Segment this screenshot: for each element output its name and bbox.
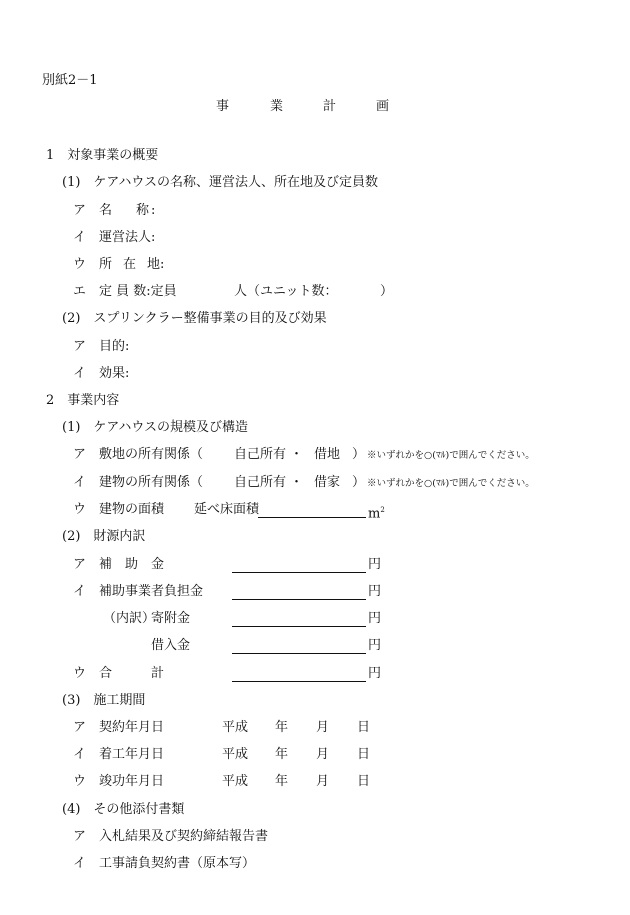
day-label: 日 <box>357 774 371 789</box>
title-char-2: 業 <box>270 99 284 114</box>
donation-blank <box>232 626 366 627</box>
item-mark: ア <box>73 720 87 735</box>
land-ownership-label: 敷地の所有関係（ <box>99 447 204 462</box>
construction-contract-label: 工事請負契約書（原本写） <box>99 856 256 871</box>
area-unit: $m^2$ <box>368 506 385 522</box>
subsidy-char-3: 金 <box>151 557 165 572</box>
donation-label: 寄附金 <box>151 611 191 626</box>
section-2-heading: 2 事業内容 <box>46 393 120 408</box>
land-option-dot: ・ <box>290 447 304 462</box>
subsidy-blank <box>232 572 366 573</box>
month-label: 月 <box>316 720 330 735</box>
loan-label: 借入金 <box>151 638 191 653</box>
day-label: 日 <box>357 720 371 735</box>
era-label: 平成 <box>222 747 249 762</box>
yen-unit: 円 <box>368 638 382 653</box>
section-1-2-label: (2) スプリンクラー整備事業の目的及び効果 <box>62 311 327 326</box>
purpose-label: 目的: <box>99 339 130 354</box>
subsidy-char-2: 助 <box>125 557 139 572</box>
land-note: ※いずれかを○(ﾏﾙ)で囲んでください。 <box>367 450 535 461</box>
total-blank <box>232 681 366 682</box>
completion-date-label: 竣功年月日 <box>99 774 165 789</box>
total-char-2: 計 <box>151 666 165 681</box>
item-mark: エ <box>73 284 87 299</box>
year-label: 年 <box>275 720 289 735</box>
breakdown-prefix: （内訳） <box>103 611 156 626</box>
yen-unit: 円 <box>368 557 382 572</box>
building-option-close: ） <box>352 475 366 490</box>
item-mark: イ <box>73 747 87 762</box>
land-option-close: ） <box>352 447 366 462</box>
name-char-2: 称 <box>136 203 150 218</box>
bid-result-label: 入札結果及び契約締結報告書 <box>99 829 269 844</box>
section-2-1-label: (1) ケアハウスの規模及び構造 <box>62 420 248 435</box>
item-mark: ア <box>73 557 87 572</box>
attachment-label: 別紙2－1 <box>42 73 98 88</box>
building-ownership-label: 建物の所有関係（ <box>99 475 204 490</box>
section-2-4-label: (4) その他添付書類 <box>62 802 185 817</box>
item-mark: ア <box>73 339 87 354</box>
item-mark: イ <box>73 366 87 381</box>
item-mark: ウ <box>73 502 87 517</box>
address-char-2: 在 <box>123 257 137 272</box>
item-mark: ウ <box>73 666 87 681</box>
item-mark: イ <box>73 230 87 245</box>
building-option-own: 自己所有 <box>234 475 287 490</box>
contract-date-label: 契約年月日 <box>99 720 165 735</box>
building-option-rent: 借家 <box>314 475 341 490</box>
self-burden-label: 補助事業者負担金 <box>99 584 204 599</box>
item-mark: イ <box>73 475 87 490</box>
unit-count-close: ） <box>380 284 394 299</box>
year-label: 年 <box>275 747 289 762</box>
item-mark: ウ <box>73 257 87 272</box>
title-char-3: 計 <box>323 99 337 114</box>
building-option-dot: ・ <box>290 475 304 490</box>
era-label: 平成 <box>222 720 249 735</box>
title-char-1: 事 <box>216 99 230 114</box>
month-label: 月 <box>316 774 330 789</box>
self-burden-blank <box>232 599 366 600</box>
era-label: 平成 <box>222 774 249 789</box>
item-mark: ア <box>73 829 87 844</box>
floor-area-blank <box>258 517 366 518</box>
total-char-1: 合 <box>99 666 113 681</box>
section-1-1-label: (1) ケアハウスの名称、運営法人、所在地及び定員数 <box>62 175 378 190</box>
item-mark: ウ <box>73 774 87 789</box>
address-char-1: 所 <box>99 257 113 272</box>
item-mark: イ <box>73 856 87 871</box>
year-label: 年 <box>275 774 289 789</box>
unit-count-label: 人（ユニット数： <box>234 284 338 299</box>
yen-unit: 円 <box>368 584 382 599</box>
name-char-1: 名 <box>99 203 113 218</box>
address-char-3: 地: <box>147 257 165 272</box>
day-label: 日 <box>357 747 371 762</box>
title-char-4: 画 <box>376 99 390 114</box>
name-colon: : <box>151 203 156 218</box>
item-mark: ア <box>73 203 87 218</box>
yen-unit: 円 <box>368 611 382 626</box>
item-mark: ア <box>73 447 87 462</box>
operator-label: 運営法人: <box>99 230 156 245</box>
month-label: 月 <box>316 747 330 762</box>
section-1-heading: 1 対象事業の概要 <box>46 148 159 163</box>
section-2-3-label: (3) 施工期間 <box>62 693 146 708</box>
building-note: ※いずれかを○(ﾏﾙ)で囲んでください。 <box>367 478 535 489</box>
land-option-own: 自己所有 <box>234 447 287 462</box>
loan-blank <box>232 653 366 654</box>
start-date-label: 着工年月日 <box>99 747 165 762</box>
floor-area-label: 延べ床面積 <box>194 502 260 517</box>
land-option-lease: 借地 <box>314 447 341 462</box>
section-2-2-label: (2) 財源内訳 <box>62 529 146 544</box>
subsidy-char-1: 補 <box>99 557 113 572</box>
yen-unit: 円 <box>368 666 382 681</box>
capacity-label: 定 員 数:定員 <box>99 284 177 299</box>
building-area-label: 建物の面積 <box>99 502 165 517</box>
effect-label: 効果: <box>99 366 130 381</box>
item-mark: イ <box>73 584 87 599</box>
